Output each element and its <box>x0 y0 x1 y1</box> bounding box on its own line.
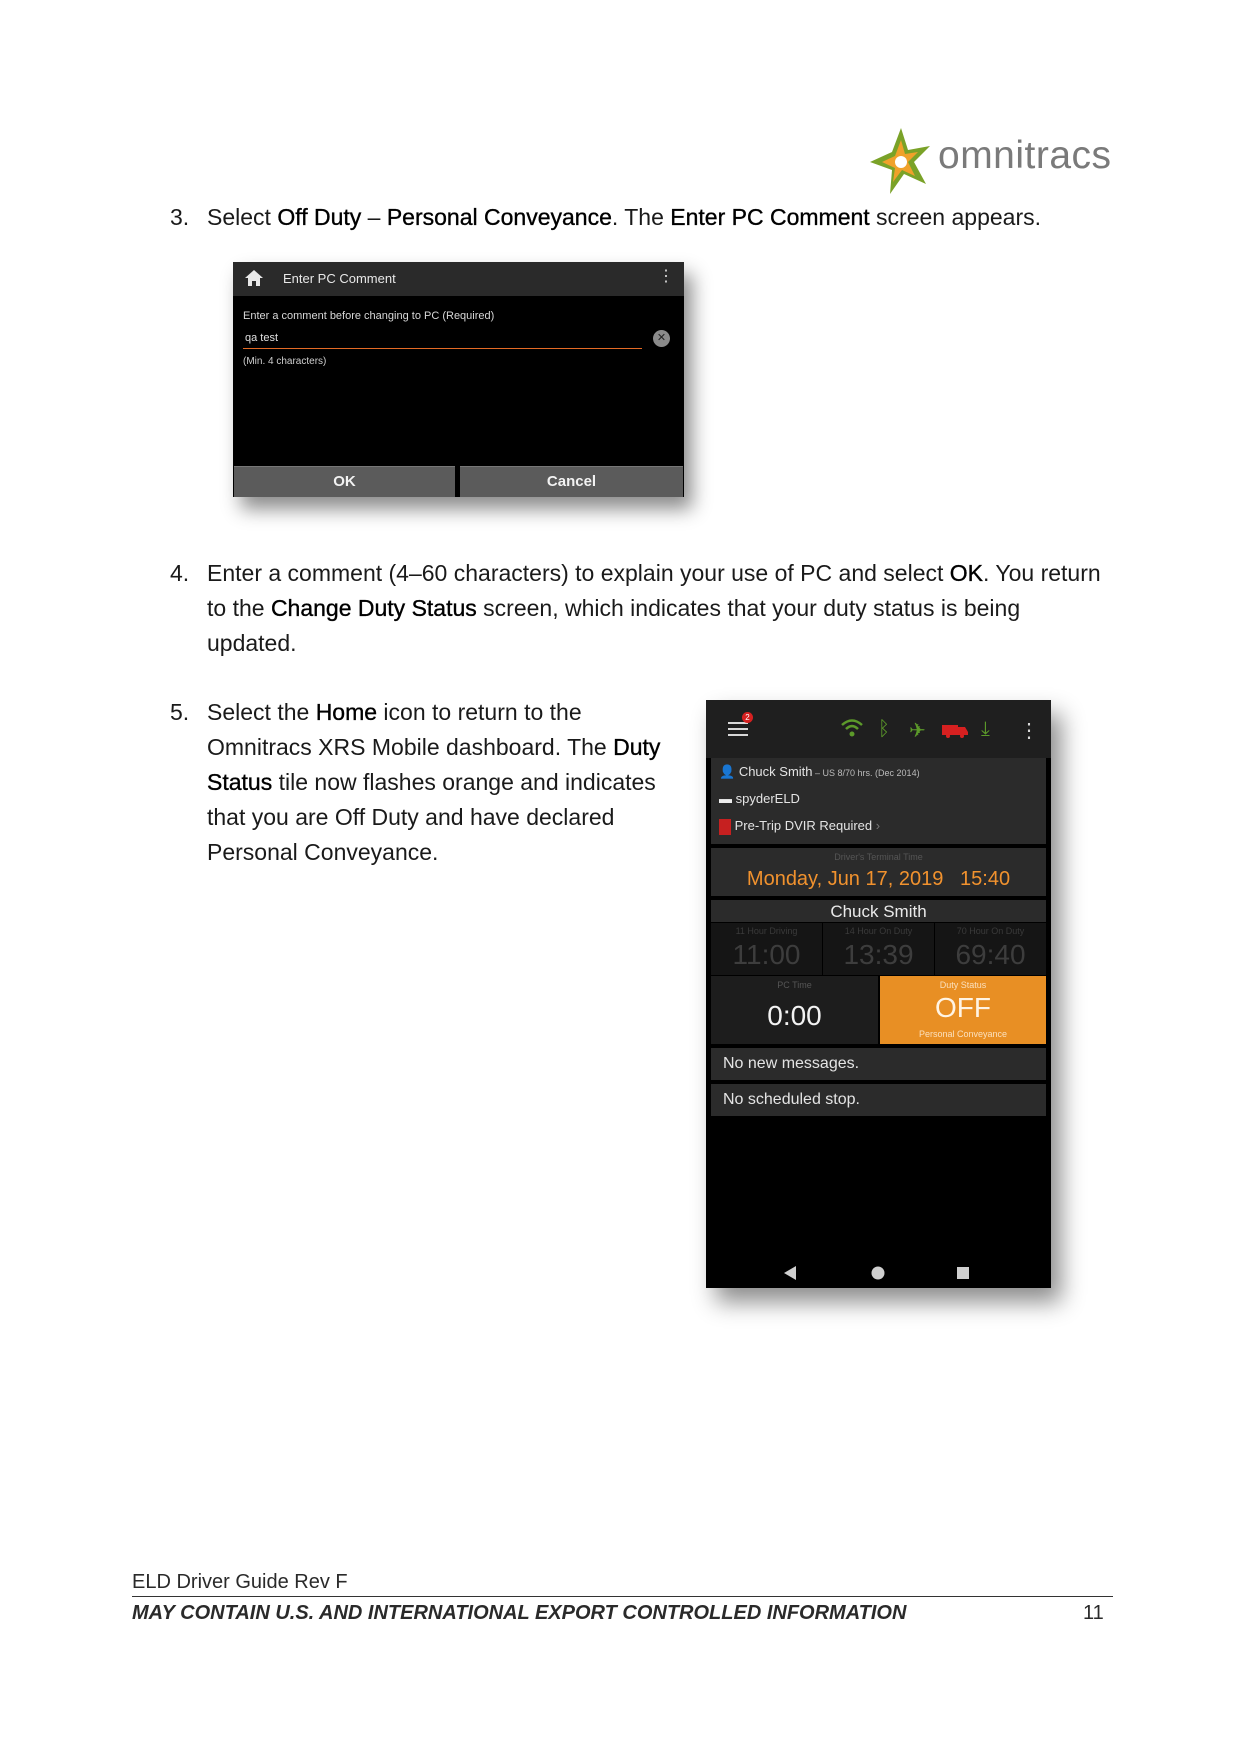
export-warning: MAY CONTAIN U.S. AND INTERNATIONAL EXPORT CONTROLLED INFORMATION <box>132 1602 907 1624</box>
dvir-alert-icon <box>719 819 731 835</box>
clock-tile: 11 Hour Driving 11:00 <box>711 923 822 975</box>
driver-row: 👤 Chuck Smith – US 8/70 hrs. (Dec 2014) <box>719 764 920 779</box>
page-number: 11 <box>1083 1602 1104 1624</box>
truck-icon <box>942 722 968 738</box>
screen-title: Enter PC Comment <box>283 271 396 286</box>
clock-tile: 70 Hour On Duty 69:40 <box>935 923 1046 975</box>
pc-comment-input[interactable] <box>243 328 642 349</box>
stops-tile[interactable]: No scheduled stop. <box>711 1084 1046 1116</box>
chevron-right-icon: › <box>875 818 881 833</box>
home-nav-icon[interactable] <box>871 1266 885 1280</box>
step-number: 3. <box>170 204 190 230</box>
document-title: ELD Driver Guide Rev F <box>132 1571 348 1593</box>
step-text: Enter a comment (4–60 characters) to explain your use of PC and select OK. You return to the Change Duty Status screen, which indicates that your duty status is being updated. <box>207 560 1101 656</box>
status-toolbar <box>706 700 1051 758</box>
omnitracs-star-icon <box>868 126 934 196</box>
kebab-icon[interactable]: ⋮ <box>1019 720 1039 742</box>
dashboard-screenshot <box>706 700 1051 1288</box>
wifi-icon <box>841 718 863 738</box>
step-4 <box>170 556 1150 662</box>
min-characters-hint: (Min. 4 characters) <box>243 356 327 367</box>
duty-status-tile[interactable]: Duty Status OFF Personal Conveyance <box>880 976 1046 1044</box>
back-icon[interactable] <box>784 1266 798 1280</box>
clock-tile: 14 Hour On Duty 13:39 <box>823 923 934 975</box>
driver-name-bar: Chuck Smith <box>711 900 1046 922</box>
omnitracs-logo <box>868 126 1113 196</box>
menu-icon[interactable] <box>728 722 748 738</box>
comment-prompt: Enter a comment before changing to PC (Required) <box>243 310 495 322</box>
footer-divider <box>132 1596 1113 1597</box>
bluetooth-icon: ᛒ <box>878 718 890 740</box>
app-bar <box>233 262 684 296</box>
truck-small-icon: ▬ <box>719 791 732 806</box>
clear-input-icon[interactable]: ✕ <box>653 330 670 347</box>
home-icon[interactable] <box>245 270 263 286</box>
dvir-row[interactable]: Pre-Trip DVIR Required › <box>719 818 880 835</box>
notification-badge: 2 <box>742 712 753 723</box>
pc-time-tile[interactable]: PC Time 0:00 <box>711 976 878 1044</box>
vehicle-row: ▬ spyderELD <box>719 791 800 806</box>
recents-icon[interactable] <box>957 1267 969 1279</box>
terminal-time-label: Driver's Terminal Time <box>834 852 923 862</box>
step-number: 5. <box>170 699 190 725</box>
terminal-date-time: Monday, Jun 17, 2019 15:40 <box>746 868 1011 890</box>
driver-info-panel <box>711 758 1046 844</box>
download-icon: ⤓ <box>981 718 990 740</box>
step-text: Select Off Duty – Personal Conveyance. The Enter PC Comment screen appears. <box>207 204 1041 230</box>
enter-pc-comment-screenshot <box>233 262 684 497</box>
person-icon: 👤 <box>719 764 736 779</box>
kebab-icon[interactable]: ⋮ <box>658 268 674 285</box>
logo-wordmark: omnitracs <box>938 134 1112 177</box>
step-number: 4. <box>170 560 190 586</box>
satellite-icon: ✈ <box>909 720 926 742</box>
terminal-time-tile <box>711 848 1046 896</box>
step-5 <box>170 695 690 871</box>
ok-button[interactable]: OK <box>234 466 455 497</box>
step-3 <box>170 200 1150 236</box>
cancel-button[interactable]: Cancel <box>460 466 683 497</box>
messages-tile[interactable]: No new messages. <box>711 1048 1046 1080</box>
step-text: Select the Home icon to return to the Omnitracs XRS Mobile dashboard. The Duty Status tile now flashes orange and indicates that you are Off Duty and have declared Personal Conveyance. <box>207 699 661 865</box>
